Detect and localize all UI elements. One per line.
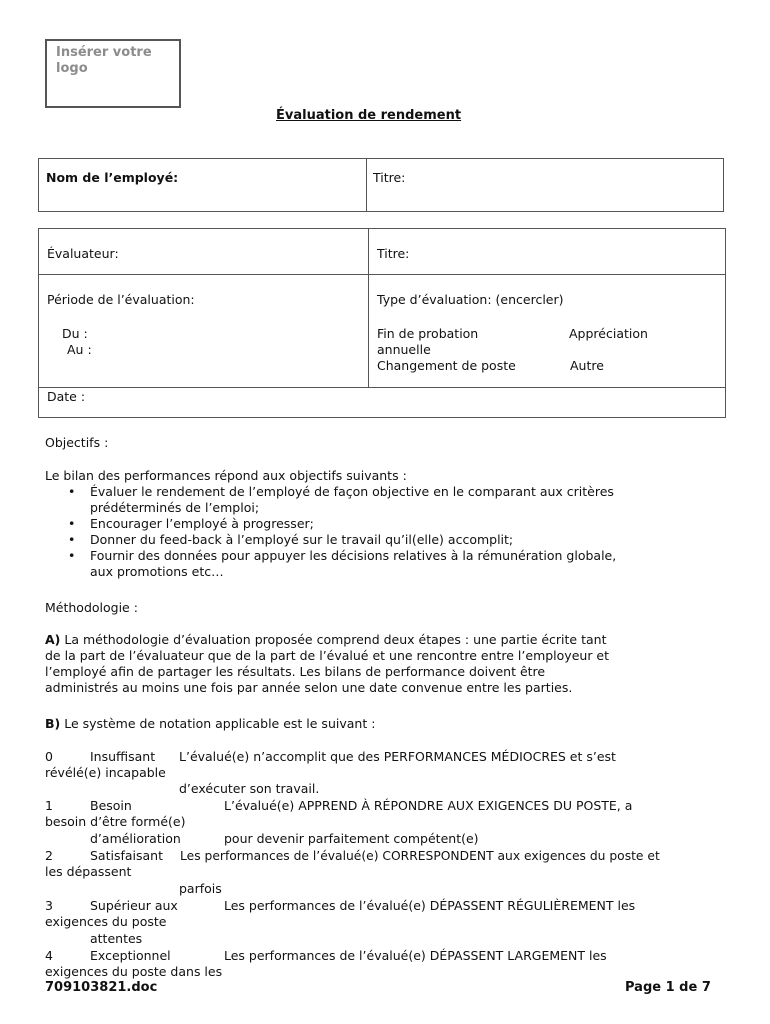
logo-placeholder-line1: Insérer votre (56, 45, 152, 60)
footer-filename: 709103821.doc (45, 980, 158, 995)
paragraph-b-marker: B) (45, 716, 61, 731)
rating-description: L’évalué(e) APPREND À RÉPONDRE AUX EXIGENCES DU POSTE, a (224, 798, 633, 813)
objectives-heading: Objectifs : (45, 435, 109, 450)
rating-name: Supérieur aux (90, 898, 178, 913)
document-title: Évaluation de rendement (276, 108, 462, 123)
evaluation-type-label: Type d’évaluation: (encercler) (377, 292, 564, 307)
rating-description: L’évalué(e) n’accomplit que des PERFORMANCES MÉDIOCRES et s’est (179, 749, 616, 764)
rating-description-cont: les dépassent (45, 864, 132, 879)
period-to-label: Au : (67, 342, 92, 357)
objective-text: Évaluer le rendement de l’employé de façon objective en le comparant aux critères (90, 484, 614, 499)
type-option-other: Autre (570, 358, 604, 373)
objective-text: Encourager l’employé à progresser; (90, 516, 314, 531)
paragraph-a-line: l’employé afin de partager les résultats. Les bilans de performance doivent être (45, 664, 546, 679)
rating-number: 1 (45, 798, 53, 813)
rating-description: Les performances de l’évalué(e) DÉPASSENT LARGEMENT les (224, 948, 607, 963)
objective-text: Fournir des données pour appuyer les décisions relatives à la rémunération globale, (90, 548, 617, 563)
rating-name: Satisfaisant (90, 848, 164, 863)
rating-name: Insuffisant (90, 749, 156, 764)
rating-description-cont: parfois (179, 881, 222, 896)
employee-table-divider (366, 158, 367, 212)
rating-description: Les performances de l’évalué(e) CORRESPONDENT aux exigences du poste et (180, 849, 660, 863)
paragraph-a-marker: A) (45, 632, 61, 647)
objective-text-cont: aux promotions etc… (90, 564, 224, 579)
objective-text-cont: prédéterminés de l’emploi; (90, 500, 260, 515)
period-from-label: Du : (62, 326, 88, 341)
objective-item (68, 484, 616, 516)
rating-description-cont: exigences du poste dans les (45, 964, 223, 979)
rating-name: Besoin (90, 798, 132, 813)
employee-title-label: Titre: (373, 170, 406, 185)
rating-name-cont: attentes (90, 931, 143, 946)
paragraph-a-line: La méthodologie d’évaluation proposée comprend deux étapes : une partie écrite tant (60, 632, 607, 647)
type-option-annual-cont: annuelle (377, 342, 431, 357)
rating-description-cont: révélé(e) incapable (45, 765, 166, 780)
rating-description-cont: besoin d’être formé(e) (45, 814, 186, 829)
objectives-intro: Le bilan des performances répond aux objectifs suivants : (45, 468, 407, 483)
date-label: Date : (47, 389, 86, 404)
footer-page-number: Page 1 de 7 (625, 980, 711, 995)
evaluation-table-row-line-1 (38, 274, 726, 275)
methodology-paragraph-b (45, 716, 375, 732)
type-option-annual: Appréciation (569, 326, 648, 341)
methodology-heading: Méthodologie : (45, 600, 138, 615)
rating-number: 4 (45, 948, 53, 963)
evaluator-label: Évaluateur: (47, 246, 119, 261)
objective-item (68, 516, 616, 532)
evaluation-period-label: Période de l’évaluation: (47, 292, 195, 307)
evaluator-title-label: Titre: (377, 246, 410, 261)
logo-placeholder (45, 39, 181, 108)
objectives-list (68, 484, 616, 580)
objective-text: Donner du feed-back à l’employé sur le travail qu’il(elle) accomplit; (90, 532, 514, 547)
rating-description-cont: d’exécuter son travail. (179, 781, 320, 796)
evaluation-table-row-line-2 (38, 387, 726, 388)
rating-number: 2 (45, 848, 53, 863)
rating-number: 3 (45, 898, 53, 913)
paragraph-a-line: de la part de l’évaluateur que de la part de l’évalué et une rencontre entre l’employeur et (45, 648, 610, 663)
rating-name-cont: d’amélioration (90, 831, 181, 846)
paragraph-a-line: administrés au moins une fois par année selon une date convenue entre les parties. (45, 680, 573, 695)
rating-description: Les performances de l’évalué(e) DÉPASSENT RÉGULIÈREMENT les (224, 898, 636, 913)
rating-number: 0 (45, 749, 53, 764)
objective-item (68, 532, 616, 548)
type-option-position-change: Changement de poste (377, 358, 516, 373)
evaluation-table-divider (368, 228, 369, 388)
objective-item (68, 548, 616, 580)
paragraph-b-text: Le système de notation applicable est le suivant : (60, 716, 376, 731)
type-option-probation: Fin de probation (377, 326, 479, 341)
rating-description-cont: pour devenir parfaitement compétent(e) (224, 831, 479, 846)
logo-placeholder-line2: logo (56, 61, 88, 76)
rating-description-cont: exigences du poste (45, 914, 167, 929)
rating-name: Exceptionnel (90, 948, 171, 963)
methodology-paragraph-a (45, 632, 735, 696)
employee-name-label: Nom de l’employé: (46, 170, 179, 185)
